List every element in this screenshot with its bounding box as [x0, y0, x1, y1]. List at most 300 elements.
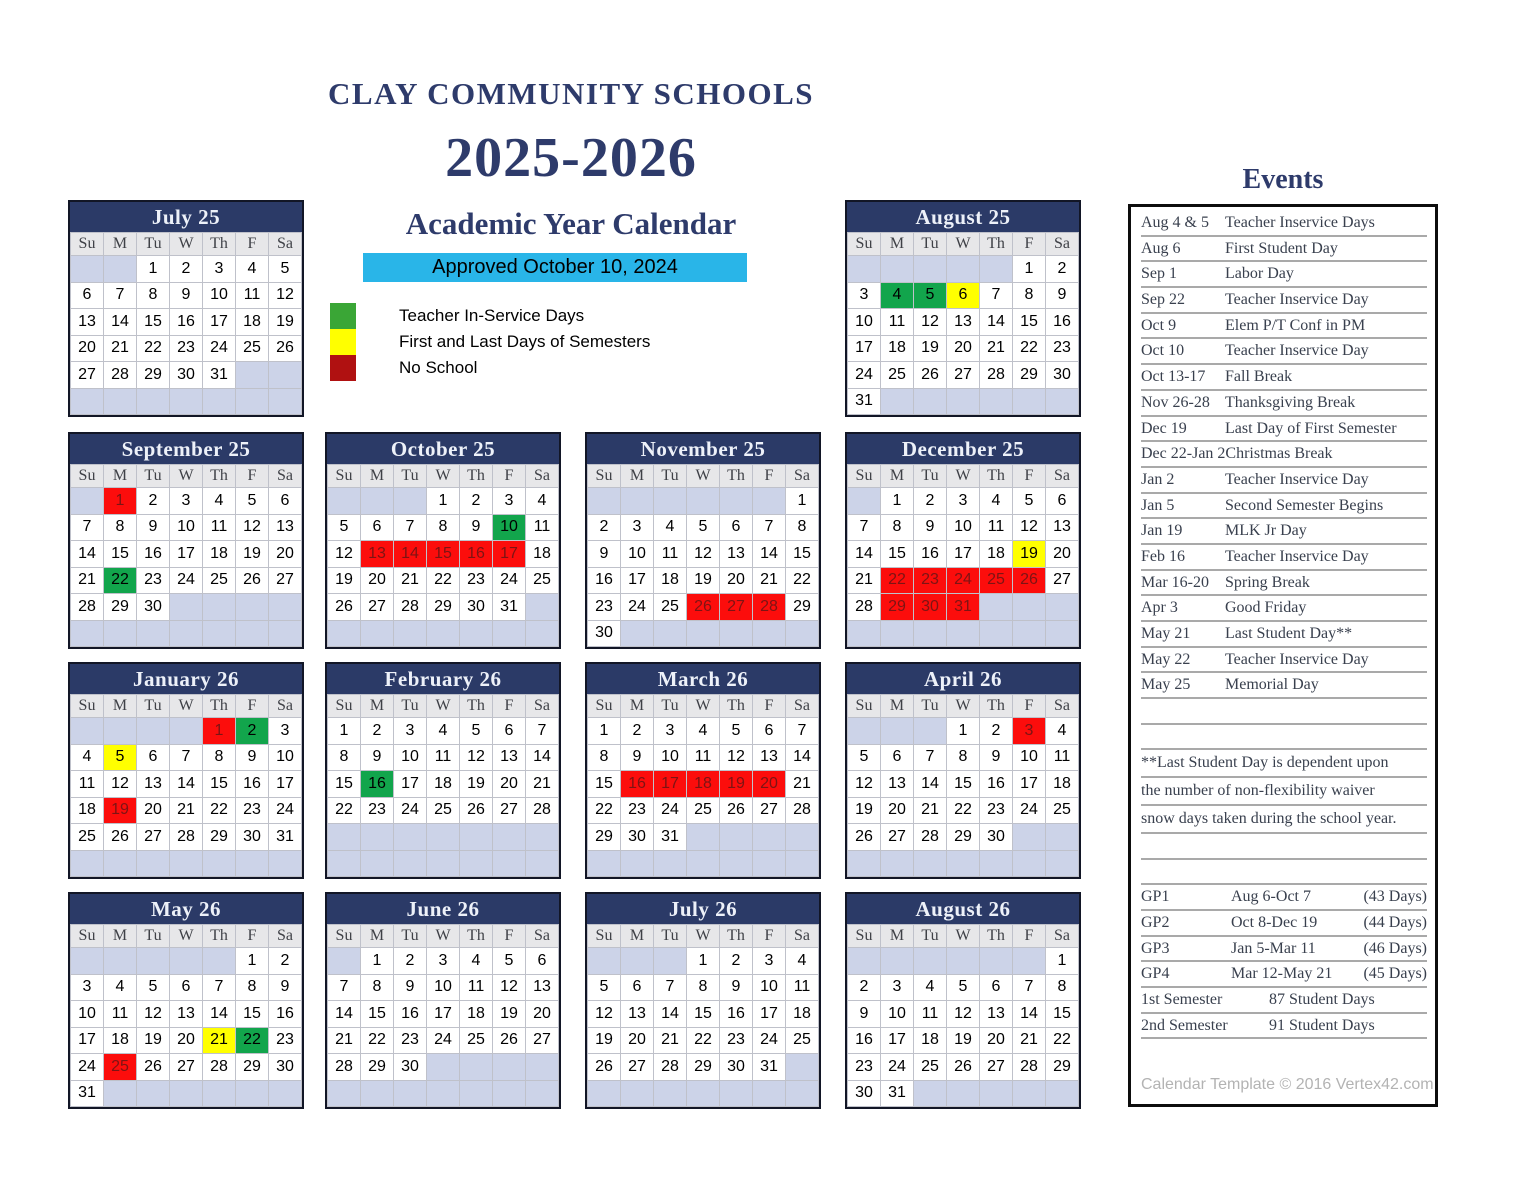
semester-name: 2nd Semester [1141, 1016, 1228, 1034]
day-cell: 2 [621, 718, 654, 745]
blank-cell [588, 1080, 621, 1107]
blank-cell [848, 256, 881, 283]
week-row [71, 362, 302, 389]
day-cell: 8 [203, 744, 236, 771]
day-cell: 18 [460, 1001, 493, 1028]
day-cell: 13 [881, 771, 914, 798]
blank-cell [269, 850, 302, 877]
week-row [71, 797, 302, 824]
week-row [848, 824, 1079, 851]
events-title: Events [1242, 164, 1324, 195]
blank-cell [328, 850, 361, 877]
week-row [71, 282, 302, 309]
day-cell: 21 [848, 567, 881, 594]
blank-cell [914, 850, 947, 877]
day-cell: 11 [236, 282, 269, 309]
week-row [71, 1080, 302, 1107]
blank-cell [1013, 948, 1046, 975]
day-cell-highlight: 17 [654, 771, 687, 798]
blank-cell [1046, 824, 1079, 851]
day-cell: 14 [914, 771, 947, 798]
day-cell: 25 [203, 567, 236, 594]
event-date: May 22 [1141, 650, 1191, 668]
day-cell: 3 [881, 974, 914, 1001]
event-row [1141, 442, 1427, 468]
day-cell-highlight: 17 [493, 541, 526, 568]
day-cell: 19 [687, 567, 720, 594]
blank-cell [427, 1054, 460, 1081]
blank-cell [980, 948, 1013, 975]
day-cell: 29 [588, 824, 621, 851]
week-row [328, 850, 559, 877]
blank-cell [980, 620, 1013, 647]
day-cell: 3 [394, 718, 427, 745]
blank-cell [980, 388, 1013, 415]
week-row [588, 974, 819, 1001]
month-december-25 [845, 432, 1081, 649]
blank-cell [427, 620, 460, 647]
day-cell: 21 [1013, 1027, 1046, 1054]
day-cell-highlight: 6 [947, 282, 980, 309]
day-cell: 16 [914, 541, 947, 568]
week-row [328, 948, 559, 975]
day-cell: 12 [269, 282, 302, 309]
day-cell: 6 [170, 974, 203, 1001]
day-cell: 26 [269, 335, 302, 362]
day-cell: 7 [71, 514, 104, 541]
day-cell: 18 [1046, 771, 1079, 798]
blank-cell [137, 850, 170, 877]
blank-cell [203, 620, 236, 647]
blank-cell [687, 824, 720, 851]
month-title: April 26 [847, 664, 1079, 694]
day-cell: 24 [427, 1027, 460, 1054]
legend-swatch [330, 303, 356, 329]
day-cell: 7 [526, 718, 559, 745]
grading-period-name: GP2 [1141, 913, 1170, 931]
day-cell: 20 [71, 335, 104, 362]
calendar-subtitle: Academic Year Calendar [405, 206, 737, 241]
day-cell: 24 [848, 362, 881, 389]
day-cell: 3 [753, 948, 786, 975]
day-cell: 11 [427, 744, 460, 771]
blank-cell [394, 850, 427, 877]
day-cell: 18 [104, 1027, 137, 1054]
weekday-header: Su [848, 695, 881, 718]
day-cell-highlight: 22 [236, 1027, 269, 1054]
event-date: Mar 16-20 [1141, 573, 1209, 591]
day-cell: 22 [687, 1027, 720, 1054]
day-cell: 17 [753, 1001, 786, 1028]
day-cell: 2 [269, 948, 302, 975]
blank-cell [848, 620, 881, 647]
day-cell: 23 [588, 594, 621, 621]
week-row [71, 335, 302, 362]
day-cell: 28 [170, 824, 203, 851]
blank-cell [881, 388, 914, 415]
day-cell: 5 [588, 974, 621, 1001]
weekday-header: Th [980, 925, 1013, 948]
day-cell: 11 [460, 974, 493, 1001]
day-cell: 7 [328, 974, 361, 1001]
day-cell: 4 [1046, 718, 1079, 745]
blank-cell [361, 620, 394, 647]
day-cell: 22 [328, 797, 361, 824]
week-row [848, 948, 1079, 975]
day-cell: 24 [881, 1054, 914, 1081]
blank-cell [236, 850, 269, 877]
day-cell: 23 [269, 1027, 302, 1054]
weekday-header: Tu [137, 233, 170, 256]
day-cell: 28 [786, 797, 819, 824]
blank-cell [203, 594, 236, 621]
day-cell: 19 [460, 771, 493, 798]
day-cell: 30 [460, 594, 493, 621]
school-name: CLAY COMMUNITY SCHOOLS [328, 76, 814, 111]
day-cell: 12 [493, 974, 526, 1001]
day-cell: 8 [1046, 974, 1079, 1001]
day-cell: 6 [269, 488, 302, 515]
day-cell: 3 [947, 488, 980, 515]
day-cell: 3 [427, 948, 460, 975]
weekday-header: Su [848, 233, 881, 256]
blank-cell [1013, 1080, 1046, 1107]
day-cell: 9 [137, 514, 170, 541]
weekday-header: Tu [654, 465, 687, 488]
blank-cell [1013, 594, 1046, 621]
event-date: Sep 22 [1141, 291, 1185, 309]
event-date: Dec 19 [1141, 419, 1187, 437]
blank-cell [71, 388, 104, 415]
day-cell: 3 [621, 514, 654, 541]
weekday-header: Sa [526, 695, 559, 718]
event-date: Oct 10 [1141, 342, 1185, 360]
day-cell: 17 [848, 335, 881, 362]
day-cell-highlight: 26 [687, 594, 720, 621]
blank-cell [328, 488, 361, 515]
blank-cell [687, 620, 720, 647]
day-cell: 21 [526, 771, 559, 798]
week-row [588, 488, 819, 515]
day-cell: 4 [427, 718, 460, 745]
events-rows [1141, 211, 1427, 1039]
weekday-header: Su [588, 925, 621, 948]
blank-cell [1046, 388, 1079, 415]
day-cell: 12 [460, 744, 493, 771]
day-cell: 1 [427, 488, 460, 515]
day-cell: 31 [203, 362, 236, 389]
day-cell-highlight: 15 [427, 541, 460, 568]
month-january-26 [68, 662, 304, 879]
weekday-header: M [621, 695, 654, 718]
day-cell: 23 [394, 1027, 427, 1054]
day-cell: 31 [71, 1080, 104, 1107]
day-cell: 11 [786, 974, 819, 1001]
day-cell: 10 [947, 514, 980, 541]
day-cell: 12 [848, 771, 881, 798]
blank-row [1141, 699, 1427, 725]
week-row [328, 771, 559, 798]
blank-cell [848, 488, 881, 515]
day-cell: 27 [947, 362, 980, 389]
day-cell: 10 [427, 974, 460, 1001]
week-row [71, 309, 302, 336]
day-cell: 29 [1013, 362, 1046, 389]
weekday-header: W [170, 925, 203, 948]
day-cell: 25 [654, 594, 687, 621]
blank-cell [493, 824, 526, 851]
week-row [848, 541, 1079, 568]
blank-cell [914, 620, 947, 647]
week-row [71, 771, 302, 798]
weekday-row [71, 233, 302, 256]
event-row [1141, 288, 1427, 314]
day-cell: 14 [203, 1001, 236, 1028]
day-cell-highlight: 2 [236, 718, 269, 745]
month-title: January 26 [70, 664, 302, 694]
day-cell-highlight: 31 [947, 594, 980, 621]
week-row [328, 594, 559, 621]
day-cell: 1 [687, 948, 720, 975]
blank-cell [947, 948, 980, 975]
grading-period-range: Jan 5-Mar 11 [1231, 939, 1316, 957]
day-cell: 18 [914, 1027, 947, 1054]
blank-cell [526, 1054, 559, 1081]
blank-cell [947, 388, 980, 415]
blank-cell [786, 620, 819, 647]
day-cell: 16 [236, 771, 269, 798]
day-cell: 5 [460, 718, 493, 745]
day-cell: 10 [1013, 744, 1046, 771]
day-cell: 15 [361, 1001, 394, 1028]
blank-cell [687, 488, 720, 515]
event-label: Thanksgiving Break [1225, 393, 1356, 411]
event-label: Teacher Inservice Day [1225, 342, 1369, 360]
day-cell: 22 [786, 567, 819, 594]
semester-name: 1st Semester [1141, 990, 1223, 1008]
weekday-header: W [170, 233, 203, 256]
weekday-header: Su [848, 465, 881, 488]
day-cell: 14 [980, 309, 1013, 336]
day-cell: 8 [687, 974, 720, 1001]
day-cell: 16 [848, 1027, 881, 1054]
day-cell: 13 [526, 974, 559, 1001]
day-cell: 7 [203, 974, 236, 1001]
weekday-header: M [104, 695, 137, 718]
month-title: August 26 [847, 894, 1079, 924]
weekday-header: M [621, 465, 654, 488]
weekday-row [848, 925, 1079, 948]
day-cell: 28 [914, 824, 947, 851]
blank-cell [753, 488, 786, 515]
blank-cell [654, 488, 687, 515]
blank-cell [526, 1080, 559, 1107]
day-cell-highlight: 1 [203, 718, 236, 745]
day-cell: 5 [720, 718, 753, 745]
weekday-header: W [170, 695, 203, 718]
day-cell: 8 [361, 974, 394, 1001]
weekday-header: Th [980, 465, 1013, 488]
day-cell: 17 [947, 541, 980, 568]
month-title: March 26 [587, 664, 819, 694]
blank-cell [493, 850, 526, 877]
blank-row [1141, 834, 1427, 860]
blank-cell [947, 1080, 980, 1107]
blank-cell [104, 256, 137, 283]
footnote-line: **Last Student Day is dependent upon [1141, 750, 1427, 778]
blank-cell [328, 824, 361, 851]
day-cell: 10 [170, 514, 203, 541]
weekday-row [588, 695, 819, 718]
day-cell: 2 [588, 514, 621, 541]
event-row [1141, 596, 1427, 622]
blank-cell [654, 620, 687, 647]
week-row [588, 541, 819, 568]
weekday-header: M [104, 925, 137, 948]
day-cell: 30 [394, 1054, 427, 1081]
day-cell: 20 [881, 797, 914, 824]
blank-cell [104, 718, 137, 745]
weekday-header: Su [71, 695, 104, 718]
weekday-header: W [687, 925, 720, 948]
week-row [848, 1027, 1079, 1054]
month-march-26 [585, 662, 821, 879]
blank-cell [881, 620, 914, 647]
day-cell-highlight: 16 [361, 771, 394, 798]
blank-cell [170, 388, 203, 415]
week-row [71, 1001, 302, 1028]
day-cell: 25 [526, 567, 559, 594]
day-cell: 9 [236, 744, 269, 771]
day-cell: 16 [170, 309, 203, 336]
day-cell: 9 [361, 744, 394, 771]
day-cell: 14 [526, 744, 559, 771]
day-cell: 18 [427, 771, 460, 798]
day-cell: 17 [71, 1027, 104, 1054]
grading-period-name: GP1 [1141, 888, 1170, 906]
month-august-25 [845, 200, 1081, 417]
week-row [588, 1001, 819, 1028]
blank-cell [236, 1080, 269, 1107]
day-cell: 6 [980, 974, 1013, 1001]
day-cell: 1 [786, 488, 819, 515]
day-cell: 9 [460, 514, 493, 541]
day-cell: 15 [881, 541, 914, 568]
month-august-26 [845, 892, 1081, 1109]
month-title: July 25 [70, 202, 302, 232]
weekday-header: F [493, 465, 526, 488]
day-cell: 13 [137, 771, 170, 798]
day-cell: 19 [947, 1027, 980, 1054]
grading-period-days: (44 Days) [1363, 913, 1427, 931]
day-cell: 8 [104, 514, 137, 541]
day-cell: 20 [621, 1027, 654, 1054]
day-cell: 15 [947, 771, 980, 798]
weekday-header: M [881, 925, 914, 948]
blank-cell [720, 850, 753, 877]
weekday-header: F [493, 925, 526, 948]
event-date: Oct 9 [1141, 316, 1177, 334]
blank-cell [170, 948, 203, 975]
day-cell: 15 [687, 1001, 720, 1028]
day-cell: 5 [1013, 488, 1046, 515]
day-cell: 13 [493, 744, 526, 771]
day-cell: 29 [104, 594, 137, 621]
day-cell: 5 [328, 514, 361, 541]
day-cell: 2 [170, 256, 203, 283]
day-cell: 6 [526, 948, 559, 975]
day-cell: 27 [269, 567, 302, 594]
day-cell: 28 [1013, 1054, 1046, 1081]
blank-cell [786, 824, 819, 851]
week-row [328, 718, 559, 745]
blank-cell [914, 718, 947, 745]
day-cell: 27 [980, 1054, 1013, 1081]
event-row [1141, 673, 1427, 699]
weekday-header: Su [71, 465, 104, 488]
blank-cell [881, 256, 914, 283]
blank-cell [269, 362, 302, 389]
blank-cell [269, 1080, 302, 1107]
blank-cell [104, 620, 137, 647]
day-cell: 23 [361, 797, 394, 824]
blank-cell [588, 850, 621, 877]
day-cell: 24 [621, 594, 654, 621]
blank-cell [526, 824, 559, 851]
legend-label: First and Last Days of Semesters [399, 332, 651, 351]
day-cell-highlight: 4 [881, 282, 914, 309]
day-cell: 24 [654, 797, 687, 824]
week-row [588, 567, 819, 594]
day-cell: 18 [881, 335, 914, 362]
event-date: Jan 2 [1141, 470, 1175, 488]
weekday-header: F [236, 925, 269, 948]
day-cell: 15 [137, 309, 170, 336]
day-cell: 30 [269, 1054, 302, 1081]
blank-cell [848, 850, 881, 877]
blank-cell [328, 1080, 361, 1107]
day-cell: 1 [1046, 948, 1079, 975]
event-row [1141, 519, 1427, 545]
day-cell: 4 [687, 718, 720, 745]
day-cell-highlight: 28 [753, 594, 786, 621]
day-cell: 20 [170, 1027, 203, 1054]
day-cell: 9 [980, 744, 1013, 771]
event-date: Nov 26-28 [1141, 393, 1210, 411]
day-cell: 14 [104, 309, 137, 336]
day-cell: 25 [427, 797, 460, 824]
day-cell: 15 [203, 771, 236, 798]
event-label: Last Student Day** [1225, 625, 1353, 642]
blank-cell [170, 1080, 203, 1107]
blank-cell [588, 948, 621, 975]
week-row [848, 488, 1079, 515]
month-title: May 26 [70, 894, 302, 924]
day-cell: 4 [980, 488, 1013, 515]
blank-cell [170, 718, 203, 745]
week-row [71, 974, 302, 1001]
blank-cell [137, 388, 170, 415]
day-cell: 12 [720, 744, 753, 771]
day-cell: 11 [881, 309, 914, 336]
blank-cell [203, 1080, 236, 1107]
day-cell: 26 [914, 362, 947, 389]
blank-cell [137, 620, 170, 647]
day-cell: 10 [269, 744, 302, 771]
blank-cell [493, 1080, 526, 1107]
blank-cell [1046, 594, 1079, 621]
day-cell: 23 [170, 335, 203, 362]
